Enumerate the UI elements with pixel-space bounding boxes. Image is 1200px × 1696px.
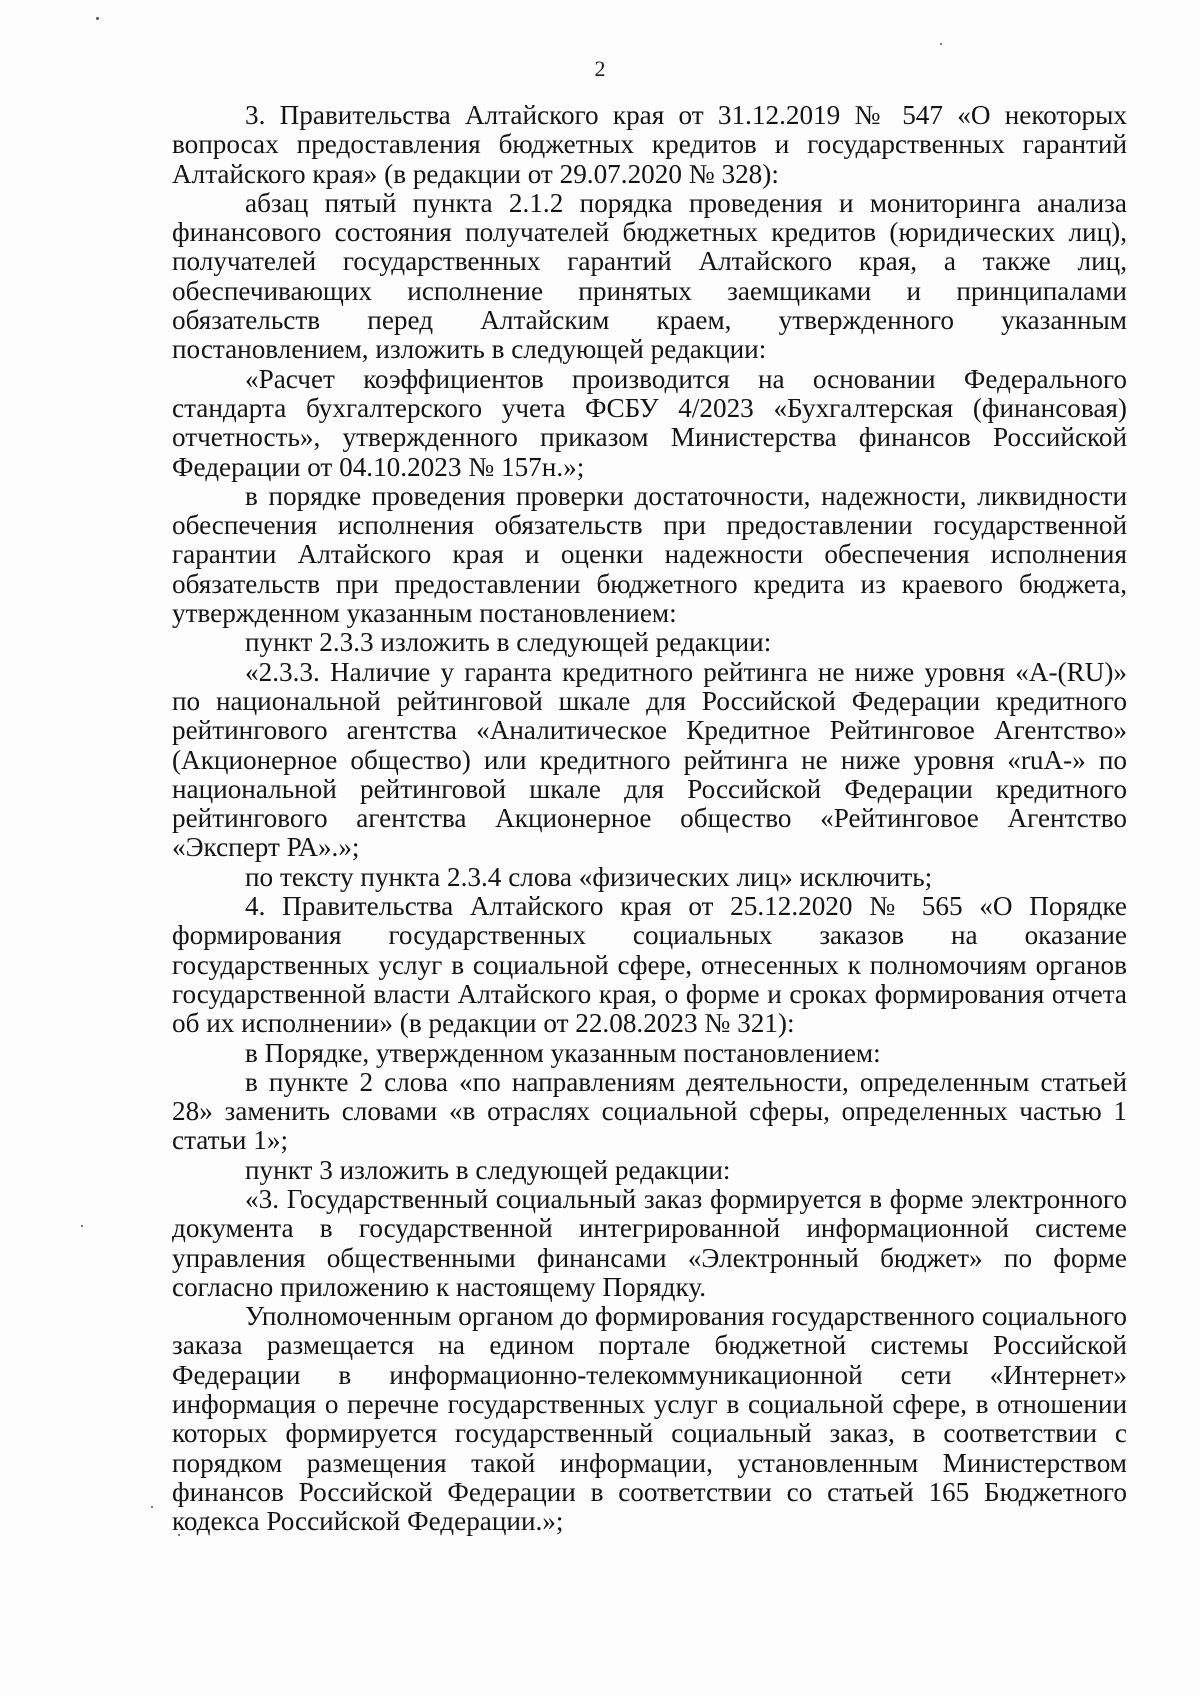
paragraph-abzac-pyatyi: абзац пятый пункта 2.1.2 порядка проведения и мониторинга анализа финансового состояния получателей бюджетных кредитов (юридических лиц), получателей государственных гарантий Алтайского края, а также лиц, обеспечивающих исполнение принятых заемщиками и принципалами обязательств перед Алтайским краем, утвержденного указанным постановлением, изложить в следующей редакции:	[172, 187, 1127, 365]
scan-speck	[151, 1506, 153, 1508]
paragraph-in-order: в Порядке, утвержденном указанным постановлением:	[245, 1037, 881, 1068]
paragraph-point-2-3-4: по тексту пункта 2.3.4 слова «физических лиц» исключить;	[245, 861, 933, 892]
paragraph-point-2-replace: в пункте 2 слова «по направлениям деятельности, определенным статьей 28» заменить словами «в отраслях социальной сферы, определенных частью 1 статьи 1»;	[172, 1066, 1127, 1156]
scan-speck	[940, 43, 942, 45]
paragraph-item-3: 3. Правительства Алтайского края от 31.12.2019 № 547 «О некоторых вопросах предоставления бюджетных кредитов и государственных гарантий Алтайского края» (в редакции от 29.07.2020 № 328):	[172, 100, 1127, 189]
paragraph-check-order: в порядке проведения проверки достаточности, надежности, ликвидности обеспечения исполнения обязательств при предоставлении государственной гарантии Алтайского края и оценки надежности обеспечения исполнения обязательств при предоставлении бюджетного кредита из краевого бюджета, утвержденном указанным постановлением:	[172, 480, 1127, 629]
paragraph-point-3-text: «3. Государственный социальный заказ формируется в форме электронного документа в государственной интегрированной информационной системе управления общественными финансами «Электронный бюджет» по форме согласно приложению к настоящему Порядку.	[172, 1183, 1127, 1302]
paragraph-item-4: 4. Правительства Алтайского края от 25.12.2020 № 565 «О Порядке формирования государственных социальных заказов на оказание государственных услуг в социальной сфере, отнесенных к полномочиям органов государственной власти Алтайского края, о форме и сроках формирования отчета об их исполнении» (в редакции от 22.08.2023 № 321):	[172, 891, 1127, 1039]
paragraph-point-3-intro: пункт 3 изложить в следующей редакции:	[245, 1154, 731, 1185]
paragraph-authorized-body: Уполномоченным органом до формирования государственного социального заказа размещается на едином портале бюджетной системы Российской Федерации в информационно-телекоммуникационной сети «Интернет» информация о перечне государственных услуг в социальной сфере, в отношении которых формируется государственный социальный заказ, в соответствии с порядком размещения такой информации, установленным Министерством финансов Российской Федерации в соответствии со статьей 165 Бюджетного кодекса Российской Федерации.»;	[172, 1301, 1127, 1537]
page-number: 2	[594, 56, 606, 81]
scan-speck	[81, 1225, 83, 1227]
paragraph-point-2-3-3-intro: пункт 2.3.3 изложить в следующей редакции:	[245, 627, 772, 658]
document-body	[172, 101, 1127, 1537]
scan-speck	[96, 17, 99, 20]
paragraph-quoted-coefficients: «Расчет коэффициентов производится на основании Федерального стандарта бухгалтерского учета ФСБУ 4/2023 «Бухгалтерская (финансовая) отчетность», утвержденного приказом Министерства финансов Российской Федерации от 04.10.2023 № 157н.»;	[172, 363, 1127, 482]
paragraph-point-2-3-3-text: «2.3.3. Наличие у гаранта кредитного рейтинга не ниже уровня «A-(RU)» по национальной рейтинговой шкале для Российской Федерации кредитного рейтингового агентства «Аналитическое Кредитное Рейтинговое Агентство» (Акционерное общество) или кредитного рейтинга не ниже уровня «ruA-» по национальной рейтинговой шкале для Российской Федерации кредитного рейтингового агентства Акционерное общество «Рейтинговое Агентство «Эксперт РА».»;	[172, 656, 1127, 863]
